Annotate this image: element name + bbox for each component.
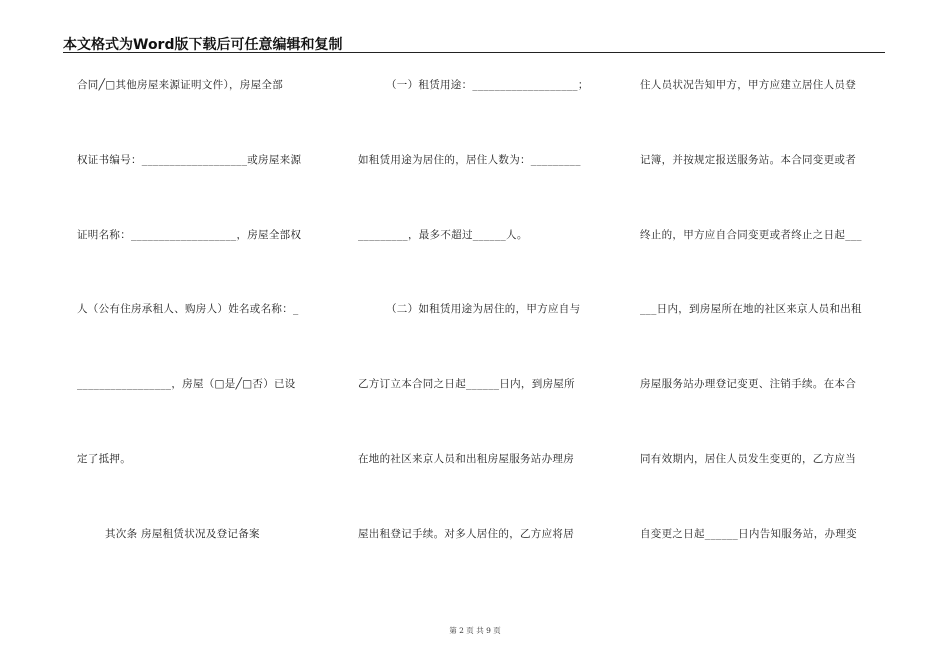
text-line bbox=[358, 303, 606, 378]
text-line bbox=[77, 79, 322, 154]
line-text: 乙方订立本合同之日起______日内，到房屋所 bbox=[358, 378, 575, 391]
text-line bbox=[640, 528, 886, 603]
section-heading: 其次条 房屋租赁状况及登记备案 bbox=[105, 527, 260, 540]
line-text: 在地的社区来京人员和出租房屋服务站办理房 bbox=[358, 452, 574, 465]
line-text: ___日内，到房屋所在地的社区来京人员和出租 bbox=[640, 303, 862, 316]
header-rule bbox=[63, 52, 885, 53]
text-line bbox=[77, 453, 322, 528]
text-column-3 bbox=[640, 79, 886, 603]
text-line bbox=[77, 229, 322, 304]
line-text: （二）如租赁用途为居住的，甲方应自与 bbox=[386, 303, 581, 316]
text-line bbox=[640, 79, 886, 154]
page-number-footer: 第 2 页 共 9 页 bbox=[449, 626, 501, 635]
text-line bbox=[77, 378, 322, 453]
line-text: 记簿，并按规定报送服务站。本合同变更或者 bbox=[640, 153, 856, 166]
line-text: _________，最多不超过______人。 bbox=[358, 228, 528, 241]
line-text: _________________，房屋（□是╱□否）已设 bbox=[77, 378, 296, 391]
line-text: 终止的，甲方应自合同变更或者终止之日起___ bbox=[640, 228, 862, 241]
text-line bbox=[358, 154, 606, 229]
line-text: 自变更之日起______日内告知服务站，办理变 bbox=[640, 527, 857, 540]
line-text: 定了抵押。 bbox=[77, 452, 131, 465]
document-header: 本文格式为Word版下载后可任意编辑和复制 bbox=[63, 37, 343, 53]
text-line bbox=[640, 229, 886, 304]
line-text: 权证书编号：___________________或房屋来源 bbox=[77, 153, 302, 166]
line-text: 人（公有住房承租人、购房人）姓名或名称：_ bbox=[77, 303, 299, 316]
text-line bbox=[77, 303, 322, 378]
text-column-2 bbox=[358, 79, 606, 603]
section-heading-line bbox=[77, 528, 322, 603]
text-line bbox=[640, 303, 886, 378]
text-line bbox=[358, 453, 606, 528]
text-line bbox=[358, 229, 606, 304]
text-column-1 bbox=[77, 79, 322, 603]
text-line bbox=[358, 528, 606, 603]
text-line bbox=[358, 79, 606, 154]
line-text: 住人员状况告知甲方，甲方应建立居住人员登 bbox=[640, 79, 856, 91]
line-text: 如租赁用途为居住的，居住人数为：_________ bbox=[358, 153, 581, 166]
line-text: 证明名称：___________________，房屋全部权 bbox=[77, 228, 302, 241]
text-line bbox=[640, 378, 886, 453]
line-text: 合同╱□其他房屋来源证明文件），房屋全部 bbox=[77, 79, 283, 91]
line-text: 屋出租登记手续。对多人居住的，乙方应将居 bbox=[358, 527, 574, 540]
line-text: （一）租赁用途：___________________； bbox=[386, 79, 589, 91]
text-line bbox=[358, 378, 606, 453]
line-text: 同有效期内，居住人员发生变更的，乙方应当 bbox=[640, 452, 856, 465]
text-line bbox=[640, 154, 886, 229]
text-line bbox=[77, 154, 322, 229]
line-text: 房屋服务站办理登记变更、注销手续。在本合 bbox=[640, 378, 856, 391]
text-line bbox=[640, 453, 886, 528]
